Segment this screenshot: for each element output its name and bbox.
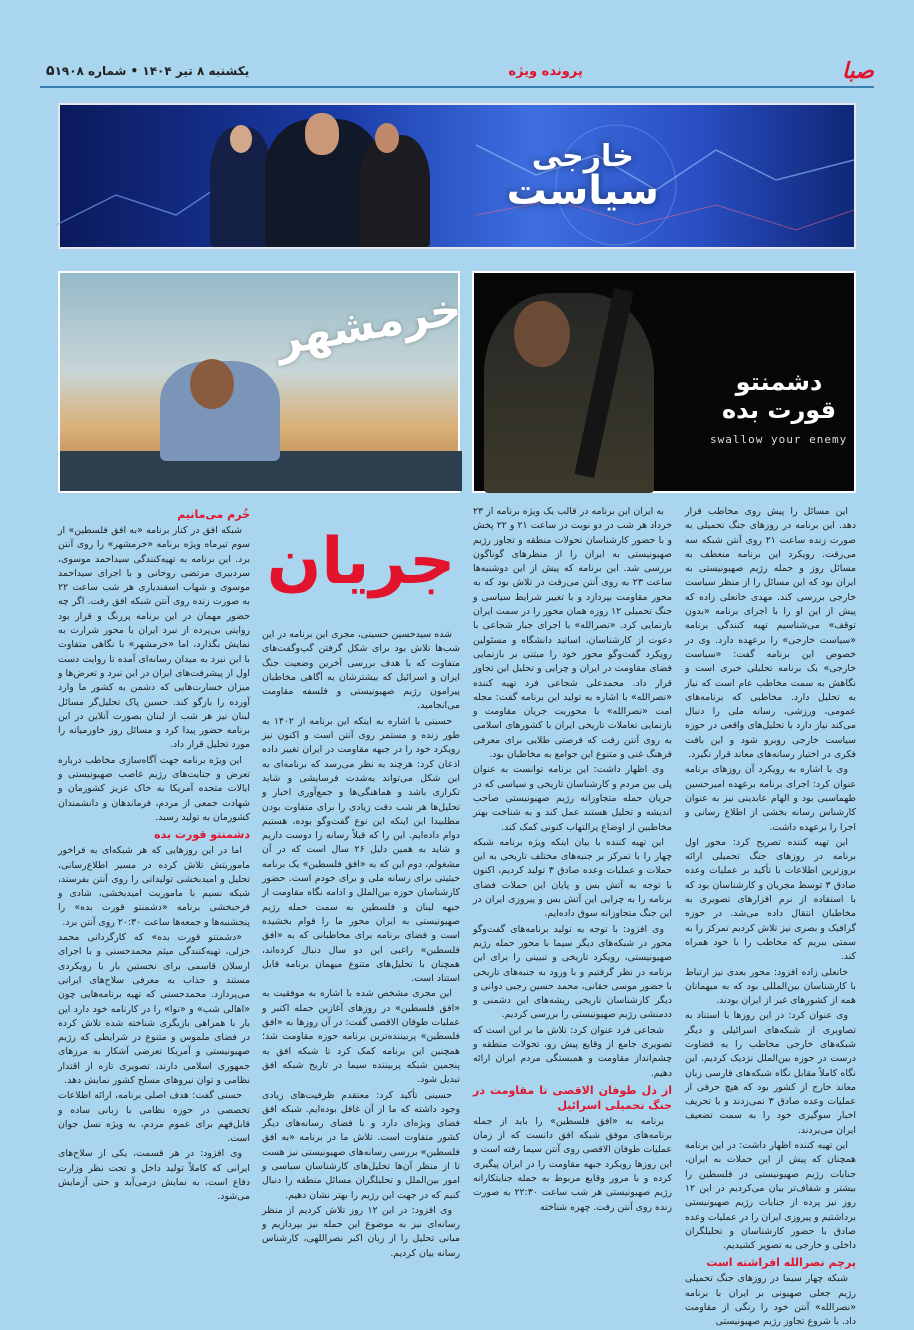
subheading: خُرم می‌مانیم	[177, 508, 250, 521]
swallow-title-line1: دشمنتو	[735, 368, 823, 396]
paragraph: حسینی تأکید کرد: معتقدم ظرفیت‌های زیادی وجود داشته که ما از آن غافل بوده‌ایم. شبکه افق فضای ویژه‌ای دارد و با فضای رسانه‌های دیگر کشور متفاوت است. تلاش ما در برنامه «به افق فلسطین» بررسی رسانه‌های صهیونیستی نیز هست تا از منظر آن‌ها تحلیل‌های کارشناسان سیاسی و امور بین‌الملل و تحلیلگران مسائل منطقه را دنبال کنیم که در جهت این رژیم را بهتر نشان دهیم.	[262, 1089, 460, 1201]
host-with-rifle	[484, 293, 654, 493]
presenter-man-right	[360, 135, 430, 247]
swallow-title	[704, 368, 854, 424]
presenter-man-center-face	[305, 113, 339, 155]
column-1	[685, 505, 857, 1328]
column-2	[473, 505, 672, 1280]
paragraph: این تهیه کننده تصریح کرد: محور اول برنامه در روزهای جنگ تحمیلی ارائه بروزترین اطلاعات با تأکید بر عملیات وعده صادق ۳ توسط مجریان و کارشناسان بود که با استفاده از نرم افزارهای تصویری به مخاطبان انتقال داده می‌شد. در حوزه گرافیک و بصری نیز تلاش کردیم تمرکز را به سمتی ببریم که مخاطب را با خود همراه کند.	[685, 836, 857, 963]
paragraph: وی افزود: با توجه به تولید برنامه‌های گفت‌وگو محور در شبکه‌های دیگر سیما با محور حمله رژیم صهیونیستی، رویکرد تاریخی و تبیینی را برای این برنامه در نظر گرفتیم و با ورود به جنبه‌های تاریخی با حضور موسی حقانی، محمد حسین رجبی دوانی و دیگر کارشناسان تاریخی ریشه‌های این دشمنی و ددمنشی رژیم صهیونیستی را بررسی کردیم.	[473, 923, 672, 1021]
host-with-rifle-head	[514, 301, 570, 367]
jaryan-logo-text: جریان	[266, 525, 456, 599]
date-issue: یکشنبه ۸ تیر ۱۴۰۴ • شماره ۱۹۰۸	[54, 64, 250, 78]
banner-image	[58, 103, 856, 249]
issue-info	[40, 63, 249, 79]
paragraph: خانعلی زاده افزود: محور بعدی نیز ارتباط با کارشناسان بین‌المللی بود که به میهمانان همه از کشورهای غیر از ایران بودند.	[685, 966, 856, 1007]
header-rule	[40, 86, 874, 88]
subheading: دشمنتو قورت بده	[154, 828, 250, 842]
banner-title-line2: سیاست	[506, 168, 659, 214]
subheading: از دل طوفان الاقصی تا مقاومت در جنگ تحمیلی اسرائیل	[473, 1083, 672, 1112]
presenter-woman-face	[230, 125, 252, 153]
swallow-title-line2: قورت بده	[721, 396, 837, 424]
page-number: ۵	[46, 63, 55, 79]
paragraph: این مجری مشخص شده با اشاره به موفقیت به «افق فلسطین» در روزهای آغازین حمله اکتبر و عملیات طوفان الاقصی گفت: در آن روزها به «افق فلسطین» پربیننده‌ترین برنامه حوزه مقاومت شد؛ همچنین این برنامه کمک کرد تا شبکه افق به پنجمین شبکه پربیننده سیما در تاریخ شبکه افق تبدیل شود.	[262, 988, 460, 1086]
header	[40, 58, 874, 84]
photo-khorramshahr	[58, 271, 466, 493]
paragraph: شبکه چهار سیما در روزهای جنگ تحمیلی رژیم جعلی صهیونی بر ایران با برنامه «نصرالله» آنتن خود را رنگی از مقاومت داد. با شروع تجاوز رژیم صهیونیستی	[685, 1273, 856, 1328]
paragraph: حسنی گفت: هدف اصلی برنامه، ارائه اطلاعات تخصصی در حوزه نظامی با زبانی ساده و قابل‌فهم برای عموم مردم، به ویژه نسل جوان است.	[58, 1090, 250, 1145]
paragraph: وی افزود: در این ۱۲ روز تلاش کردیم از منظر رسانه‌ای نیز به موضوع این حمله نیز بپردازیم و مبانی تحلیل را از زبان اکبر نصراللهی، کارشناس رسانه بیان کردیم.	[262, 1204, 460, 1259]
paragraph: شبکه افق در کنار برنامه «به افق فلسطین» از سوم تیرماه ویژه برنامه «خرمشهر» را روی آنتن برد. این برنامه به تهیه‌کنندگی سیداحمد موسوی، سردبیری مرتضی روحانی و با اجرای سیداحمد موسوی و شهاب اسفندیاری هر شب ساعت ۲۲ به صورت زنده روی آنتن شبکه افق رفت. اگر چه حضور مهمان در این برنامه پررنگ و قرار بود روایتی بی‌پرده از نبرد ایران با محور شرارت به نمایش بگذارد، اما «خرمشهر» با نگاهی متفاوت با این نبرد به میدان رسانه‌ای آمده تا روایت دست اول از پیشرفت‌های ایران در این نبرد و تعرض‌ها و میزان خسارت‌هایی که دشمن به کشور ما وارد آورده را بازگو کند. حسین پاک تحلیل‌گر مسائل لبنان نیز هر شب از لبنان بصورت آنلاین در این برنامه حضور پیدا کرد و مسائل روز خاورمیانه را مورد تحلیل قرار داد.	[58, 525, 250, 751]
paragraph: حسینی با اشاره به اینکه این برنامه از ۱۴۰۲ به طور زنده و مستمر روی آنتن است و اکنون نیز رویکرد خود را در جبهه مقاومت در ایران تغییر داده اذعان کرد: هرچند به نظر می‌رسد که برنامه‌ای به این شکل می‌تواند به‌شدت فرسایشی و شاید تکراری باشد و هماهنگی‌ها و جمع‌آوری اخبار و تحلیل‌ها هر شب دقت زیادی را برای متفاوت بودن مطلبیدا این اینکه این نوع گفت‌وگو بوده، هستیم دوام داده‌ایم. این را که قبلاً رسانه را دوست داریم و شاید به همین دلیل ۲۶ سال است که در آن مشغولم، دوم این که به «افق فلسطین» یک برنامه حیثیتی برای رسانه ملی و برای خودم است. حضور کارشناسان حوزه بین‌الملل و ادامه نگاه مقاومت از جبهه لبنان و فلسطین به سمت حمله رژیم صهیونیستی به ایران محور ما را قوام بخشیده است و فضای برنامه برای مخاطبانی که به «افق فلسطین» راغبی این دو سال دنبال کرده‌اند، همچنان با تحلیل‌های متنوع میهمان برنامه قابل استناد است.	[262, 715, 460, 985]
paragraph: شده سید‌حسین حسینی، مجری این برنامه در این شب‌ها تلاش بود برای شکل گرفتن گپ‌وگفت‌های متفاوت که با هدف بررسی آخرین وضعیت جنگ ایران و اسرائیل که بیشترشان به آگاهی مخاطبان پیرامون رژیم صهیونیستی و فلسفه مقاومت می‌انجامید.	[262, 629, 460, 712]
paragraph: این مسائل را پیش روی مخاطب قرار دهد. این برنامه در روزهای جنگ تحمیلی به صورت زنده ساعت ۲۱ روی آنتن شبکه سه می‌رفت. رویکرد این برنامه منعطف به مسائل روز و حمله رژیم صهیونیستی به ایران بود که این مسائل را از منظر سیاست خارجی بررسی کند. مهدی خانعلی زاده که پیش از این او را با اجرای برنامه «بدون توقف» می‌شناسیم تهیه کنندگی برنامه «سیاست خارجی» را برعهده دارد. وی در خصوص این برنامه گفت: «سیاست خارجی» یک برنامه تحلیلی خبری است و نگاهش به سمت مخاطب عام است که نیاز به تحلیل دارد. مخاطبی که برنامه‌های عمومی، ورزشی، رسانه ملی را دنبال می‌کند نیاز دارد با تحلیل‌های واقعی در حوزه سیاست خارجی روبرو شود و این بافت فکری در اختیار رسانه‌های معاند قرار نگیرد.	[685, 506, 857, 761]
presenter-man-right-face	[375, 123, 399, 153]
banner-lines-decoration	[56, 105, 854, 251]
paragraph: این تهیه کننده با بیان اینکه ویژه برنامه شبکه چهار را با تمرکز بر جنبه‌های مختلف تاریخی به این حملات و عملیات وعده صادق ۳ تولید کردیم، اکنون با توجه به آتش بس و پایان این حملات فضای برنامه را به چرایی این آتش بس و پیروزی ایران در این جنگ متجاوزانه سوق داده‌ایم.	[473, 836, 673, 920]
subheading: پرچم نصرالله افراشته است	[706, 1256, 856, 1270]
banner-title-line1: خارجی	[531, 139, 634, 174]
column-3	[262, 628, 460, 1280]
paragraph: وی افزود: در هر قسمت، یکی از سلاح‌های ایرانی که کاملاً تولید داخل و تحت نظر وزارت دفاع است، به نمایش درمی‌آید و حتی آزمایش می‌شود.	[58, 1148, 250, 1203]
photo-swallow-your-enemy	[472, 271, 856, 493]
banner-title	[506, 139, 659, 214]
column-4	[58, 505, 250, 1280]
paragraph: این تهیه کننده اظهار داشت: در این برنامه همچنان که پیش از این حملات به ایران، جنایات رژیم صهیونیستی در فلسطین را بیشتر و شفاف‌تر بیان می‌کردیم در این ۱۲ روز نیز پرده از جنایات رژیم صهیونیستی برداشتیم و پیروزی ایران را در عملیات وعده صادق با حضور کارشناسان و تحلیلگران داخلی و خارجی به تصویر کشیدیم.	[685, 1140, 856, 1252]
swallow-subtitle: swallow your enemy	[710, 433, 848, 446]
paragraph: به ایران این برنامه در قالب یک ویژه برنامه از ۲۳ خرداد هر شب در دو نوبت در ساعت ۲۱ و ۲۲ پخش و با حضور کارشناسان تحولات منطقه و تجاوز رژیم صهیونیستی به ایران را از منظرهای گوناگون بررسی شد. این برنامه که پیش از این دوشنبه‌ها ساعت ۲۳ به روی آنتن می‌رفت در تلاش بود که به محور مقاومت بپردازد و با تغییر شرایط سیاسی و جنگ تحمیلی ۱۲ روزه همان محور را در سمت ایران بازنمایی کرد. «نصرالله» با اجرای جبار شجاعی با دعوت از کارشناسان، اساتید دانشگاه و مسئولین رویکرد گفت‌وگو محور خود را مبتنی بر بازنمایی فضای مقاومت در ایران و چرایی و تحلیل این تجاوز قرار داد. محمدعلی شجاعی فرد تهیه کننده «نصرالله» با اشاره به تولید این برنامه گفت: مجله امت «نصرالله» با محوریت جریان مقاومت و بازنمایی تعاملات تاریخی ایران با کشورهای اسلامی به روی آنتن رفت که فرصتی طلایی برای معرفی فرهنگ غنی و متنوع این جوامع به مخاطبان بود.	[473, 506, 672, 761]
section-title: پرونده ویژه	[508, 63, 583, 79]
paragraph: وی با اشاره به رویکرد آن روزهای برنامه عنوان کرد: اجرای برنامه برعهده امیرحسین طهماسبی بود و الهام عابدینی نیز به عنوان کارشناس رسانه بخشی از اطلاع رسانی و اجرا را برعهده داشت.	[685, 764, 856, 833]
paragraph: وی اظهار داشت: این برنامه توانست به عنوان پلی بین مردم و کارشناسان تاریخی و سیاسی که در جریان حمله متجاوزانه رژیم صهیونیستی صاحب اندیشه و تحلیل هستند عمل کند و به شناخت بهتر مخاطبین از اوضاع پرالتهاب کنونی کمک کند.	[472, 764, 672, 833]
host-head	[190, 359, 234, 409]
paragraph: «دشمنتو قورت بده» که کارگردانی محمد خزلی، تهیه‌کنندگی میثم محمدحسنی و با اجرای ارسلان قاسمی برای نخستین بار با رویکردی مستند و جذاب به معرفی سلاح‌های ایرانی می‌پردازد. محمدحسنی که تهیه برنامه‌هایی چون «اهالی شب» و «نوا» را در کارنامه خود دارد این بار با همراهی بازیگری شناخته شده تلاش کرده در فضای ملموس و متنوع در شرایطی که رژیم صهیونیستی و آمریکا تعرضی آشکار به مرزهای جمهوری اسلامی دارند، تصویری تازه از اقتدار نظامی و توان نیروهای مسلح کشور نمایش دهد.	[58, 932, 250, 1086]
paragraph: وی عنوان کرد: در این روزها با استناد به تصاویری از شبکه‌های اسرائیلی و دیگر شبکه‌های خارجی مخاطب را به قضاوت درست در حوزه بین‌الملل نزدیک کردیم. این نگاه کاملاً مقابل نگاه شبکه‌های فارسی زبان معاند خارج از کشور بود که هیچ حرفی از عملیات وعده صادق ۳ نمی‌زدند و با تحریف اخبار سوگیری خود را به سمت تضعیف ایران می‌بردند.	[685, 1010, 856, 1136]
paragraph: اما در این روزهایی که هر شبکه‌ای به فراخور ماموریتش تلاش کرده در مسیر اطلاع‌رسانی، تحلیل و امیدبخشی تولیداتی را روی آنتن بفرستد، شبکه نسیم با ماموریت امیدبخشی، شادی و فرحبخشی برنامه «دشمنتو قورت بده» را پنجشنبه‌ها و جمعه‌ها ساعت ۲۰:۳۰ روی آنتن برد.	[58, 845, 250, 928]
brand-logo[interactable]: صبا	[841, 58, 874, 84]
paragraph: برنامه به «افق فلسطین» را باید از جمله برنامه‌های موفق شبکه افق دانست که از زمان عملیات طوفان الاقصی روی آنتن سیما رفته است و این روزها رویکرد جبهه مقاومت را در ایران پیگیری کرده و با مرور وقایع مربوط به حمله جنایتکارانه رژیم صهیونیستی هر شب ساعت ۲۲:۳۰ به صورت زنده روی آنتن رفت. چهره شناخته	[473, 1115, 672, 1213]
khorramshahr-title-text: خرمشهر	[271, 283, 466, 366]
khorramshahr-title	[271, 283, 466, 366]
jaryan-logo	[262, 507, 460, 617]
paragraph: شجاعی فرد عنوان کرد: تلاش ما بر این است که تصویری جامع از وقایع پیش رو، تحولات منطقه و چشم‌انداز مقاومت و همبستگی مردم ایران ارائه دهیم.	[473, 1024, 672, 1079]
paragraph: این ویژه برنامه جهت آگاه‌سازی مخاطب درباره تعرض و جنایت‌های رژیم غاصب صهیونیستی و ایالات متحده آمریکا به خاک عزیز کشورمان و شهادت جمعی از مردم، فرماندهان و دانشمندان کشورمان به تولید رسید.	[58, 754, 250, 823]
